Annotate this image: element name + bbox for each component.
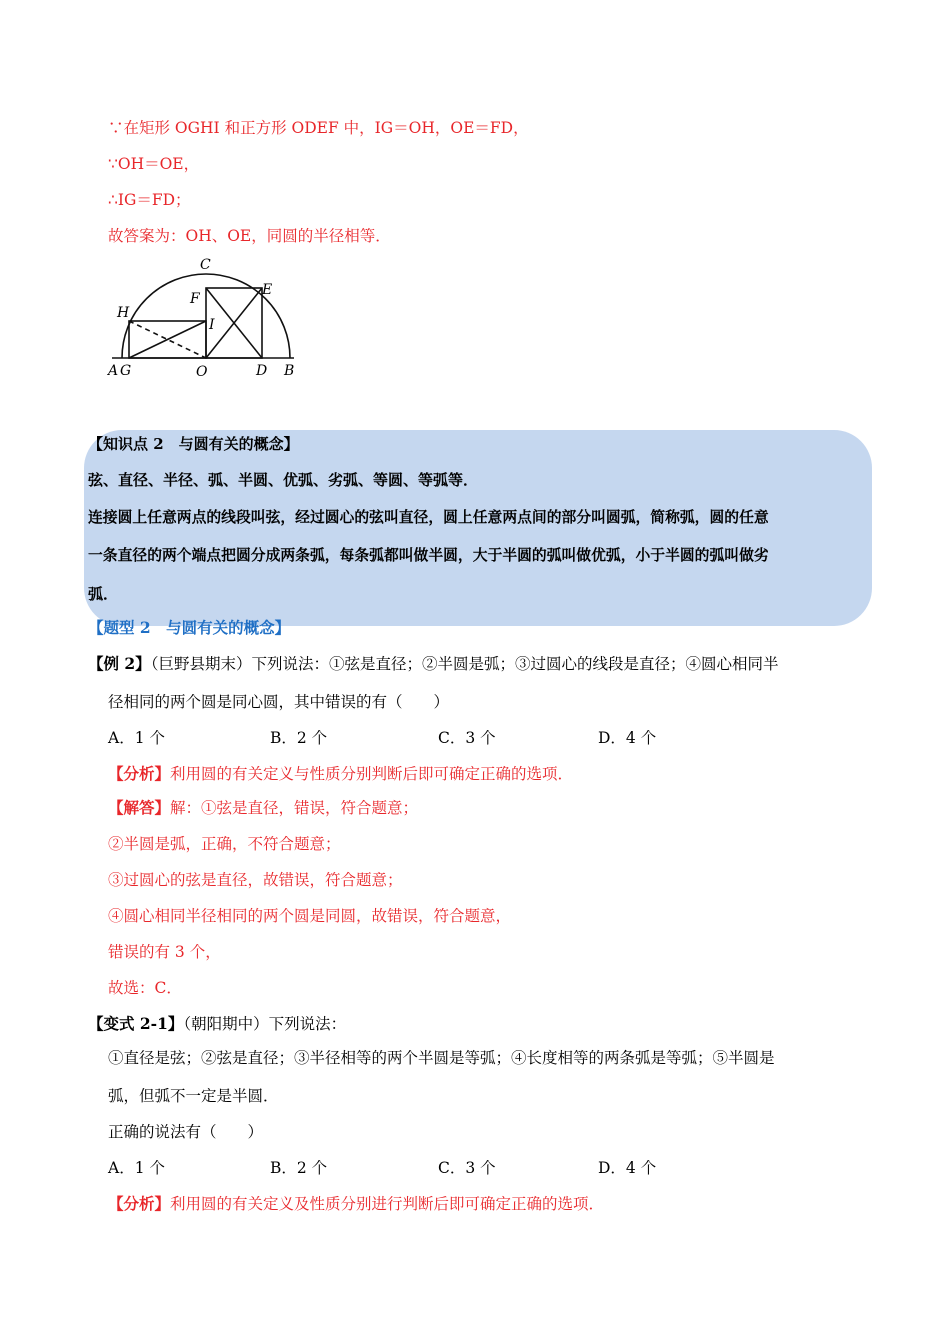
- variant2-1-line-1: [88, 1014, 346, 1034]
- example2-option-b: B．2 个: [270, 729, 328, 747]
- example2-solution-6: 故选：C．: [108, 979, 182, 997]
- label-a: A: [108, 363, 119, 379]
- example2-analysis: [108, 764, 573, 784]
- proof-line-1: ∵在矩形 OGHI 和正方形 ODEF 中，IG＝OH，OE＝FD，: [108, 119, 529, 137]
- label-c: C: [200, 257, 211, 273]
- variant2-1-intro: （朝阳期中）下列说法：: [183, 1015, 347, 1033]
- label-f: F: [190, 291, 200, 307]
- example2-line-1: [88, 654, 778, 674]
- proof-line-4: 故答案为：OH、OE，同圆的半径相等．: [108, 227, 391, 245]
- knowledge-line-4: 弧．: [88, 585, 119, 603]
- proof-line-3: ∴IG＝FD；: [108, 191, 191, 209]
- example2-solution-5: 错误的有 3 个，: [108, 943, 221, 961]
- variant2-1-option-c: C．3 个: [438, 1159, 496, 1177]
- label-o: O: [196, 364, 208, 380]
- variant2-1-options: [108, 1158, 656, 1178]
- variant2-1-analysis-text: 利用圆的有关定义及性质分别进行判断后即可确定正确的选项．: [170, 1195, 605, 1213]
- variant2-1-line-2: ①直径是弦；②弦是直径；③半径相等的两个半圆是等弧；④长度相等的两条弧是等弧；⑤半圆是: [108, 1049, 775, 1067]
- variant2-1-tag: 【变式 2-1】: [88, 1014, 184, 1033]
- example2-options: [108, 728, 656, 748]
- example2-solution-4: ④圆心相同半径相同的两个圆是同圆，故错误，符合题意，: [108, 907, 512, 925]
- label-d: D: [256, 363, 268, 379]
- semicircle-diagram: [102, 254, 312, 400]
- variant2-1-analysis-tag: 【分析】: [108, 1194, 171, 1213]
- label-g: G: [120, 363, 132, 379]
- example2-analysis-tag: 【分析】: [108, 764, 171, 783]
- label-i: I: [209, 317, 215, 333]
- example2-question: （巨野县期末）下列说法：①弦是直径；②半圆是弧；③过圆心的线段是直径；④圆心相同半: [150, 655, 779, 673]
- label-h: H: [117, 305, 130, 321]
- example2-option-c: C．3 个: [438, 729, 496, 747]
- variant2-1-line-4: 正确的说法有（ ）: [108, 1123, 264, 1141]
- variant2-1-line-3: 弧，但弧不一定是半圆．: [108, 1087, 279, 1105]
- example2-solution-3: ③过圆心的弦是直径，故错误，符合题意；: [108, 871, 403, 889]
- example2-option-d: D．4 个: [598, 729, 657, 747]
- example2-solution-text-1: 解：①弦是直径，错误，符合题意；: [170, 799, 419, 817]
- knowledge-heading: 【知识点 2 与圆有关的概念】: [88, 435, 299, 453]
- label-e: E: [262, 282, 273, 298]
- knowledge-box: [84, 430, 872, 626]
- variant2-1-option-d: D．4 个: [598, 1159, 657, 1177]
- variant2-1-option-b: B．2 个: [270, 1159, 328, 1177]
- example2-solution-tag: 【解答】: [108, 798, 171, 817]
- variant2-1-analysis: [108, 1194, 604, 1214]
- example2-solution-2: ②半圆是弧，正确，不符合题意；: [108, 835, 341, 853]
- proof-line-2: ∵OH＝OE，: [108, 155, 200, 173]
- question-type-heading: 【题型 2 与圆有关的概念】: [88, 618, 291, 637]
- knowledge-line-2: 连接圆上任意两点的线段叫弦，经过圆心的弦叫直径，圆上任意两点间的部分叫圆弧，简称弧，圆的任意: [88, 509, 769, 526]
- label-b: B: [284, 363, 295, 379]
- knowledge-line-1: 弦、直径、半径、弧、半圆、优弧、劣弧、等圆、等弧等．: [88, 471, 479, 489]
- example2-tag: 【例 2】: [88, 654, 151, 673]
- example2-solution-1: [108, 798, 418, 818]
- variant2-1-option-a: A．1 个: [108, 1159, 165, 1177]
- example2-analysis-text: 利用圆的有关定义与性质分别判断后即可确定正确的选项．: [170, 765, 574, 783]
- knowledge-line-3: 一条直径的两个端点把圆分成两条弧，每条弧都叫做半圆，大于半圆的弧叫做优弧，小于半圆的弧叫做劣: [88, 547, 769, 564]
- example2-option-a: A．1 个: [108, 729, 165, 747]
- example2-line-2: 径相同的两个圆是同心圆，其中错误的有（ ）: [108, 693, 450, 711]
